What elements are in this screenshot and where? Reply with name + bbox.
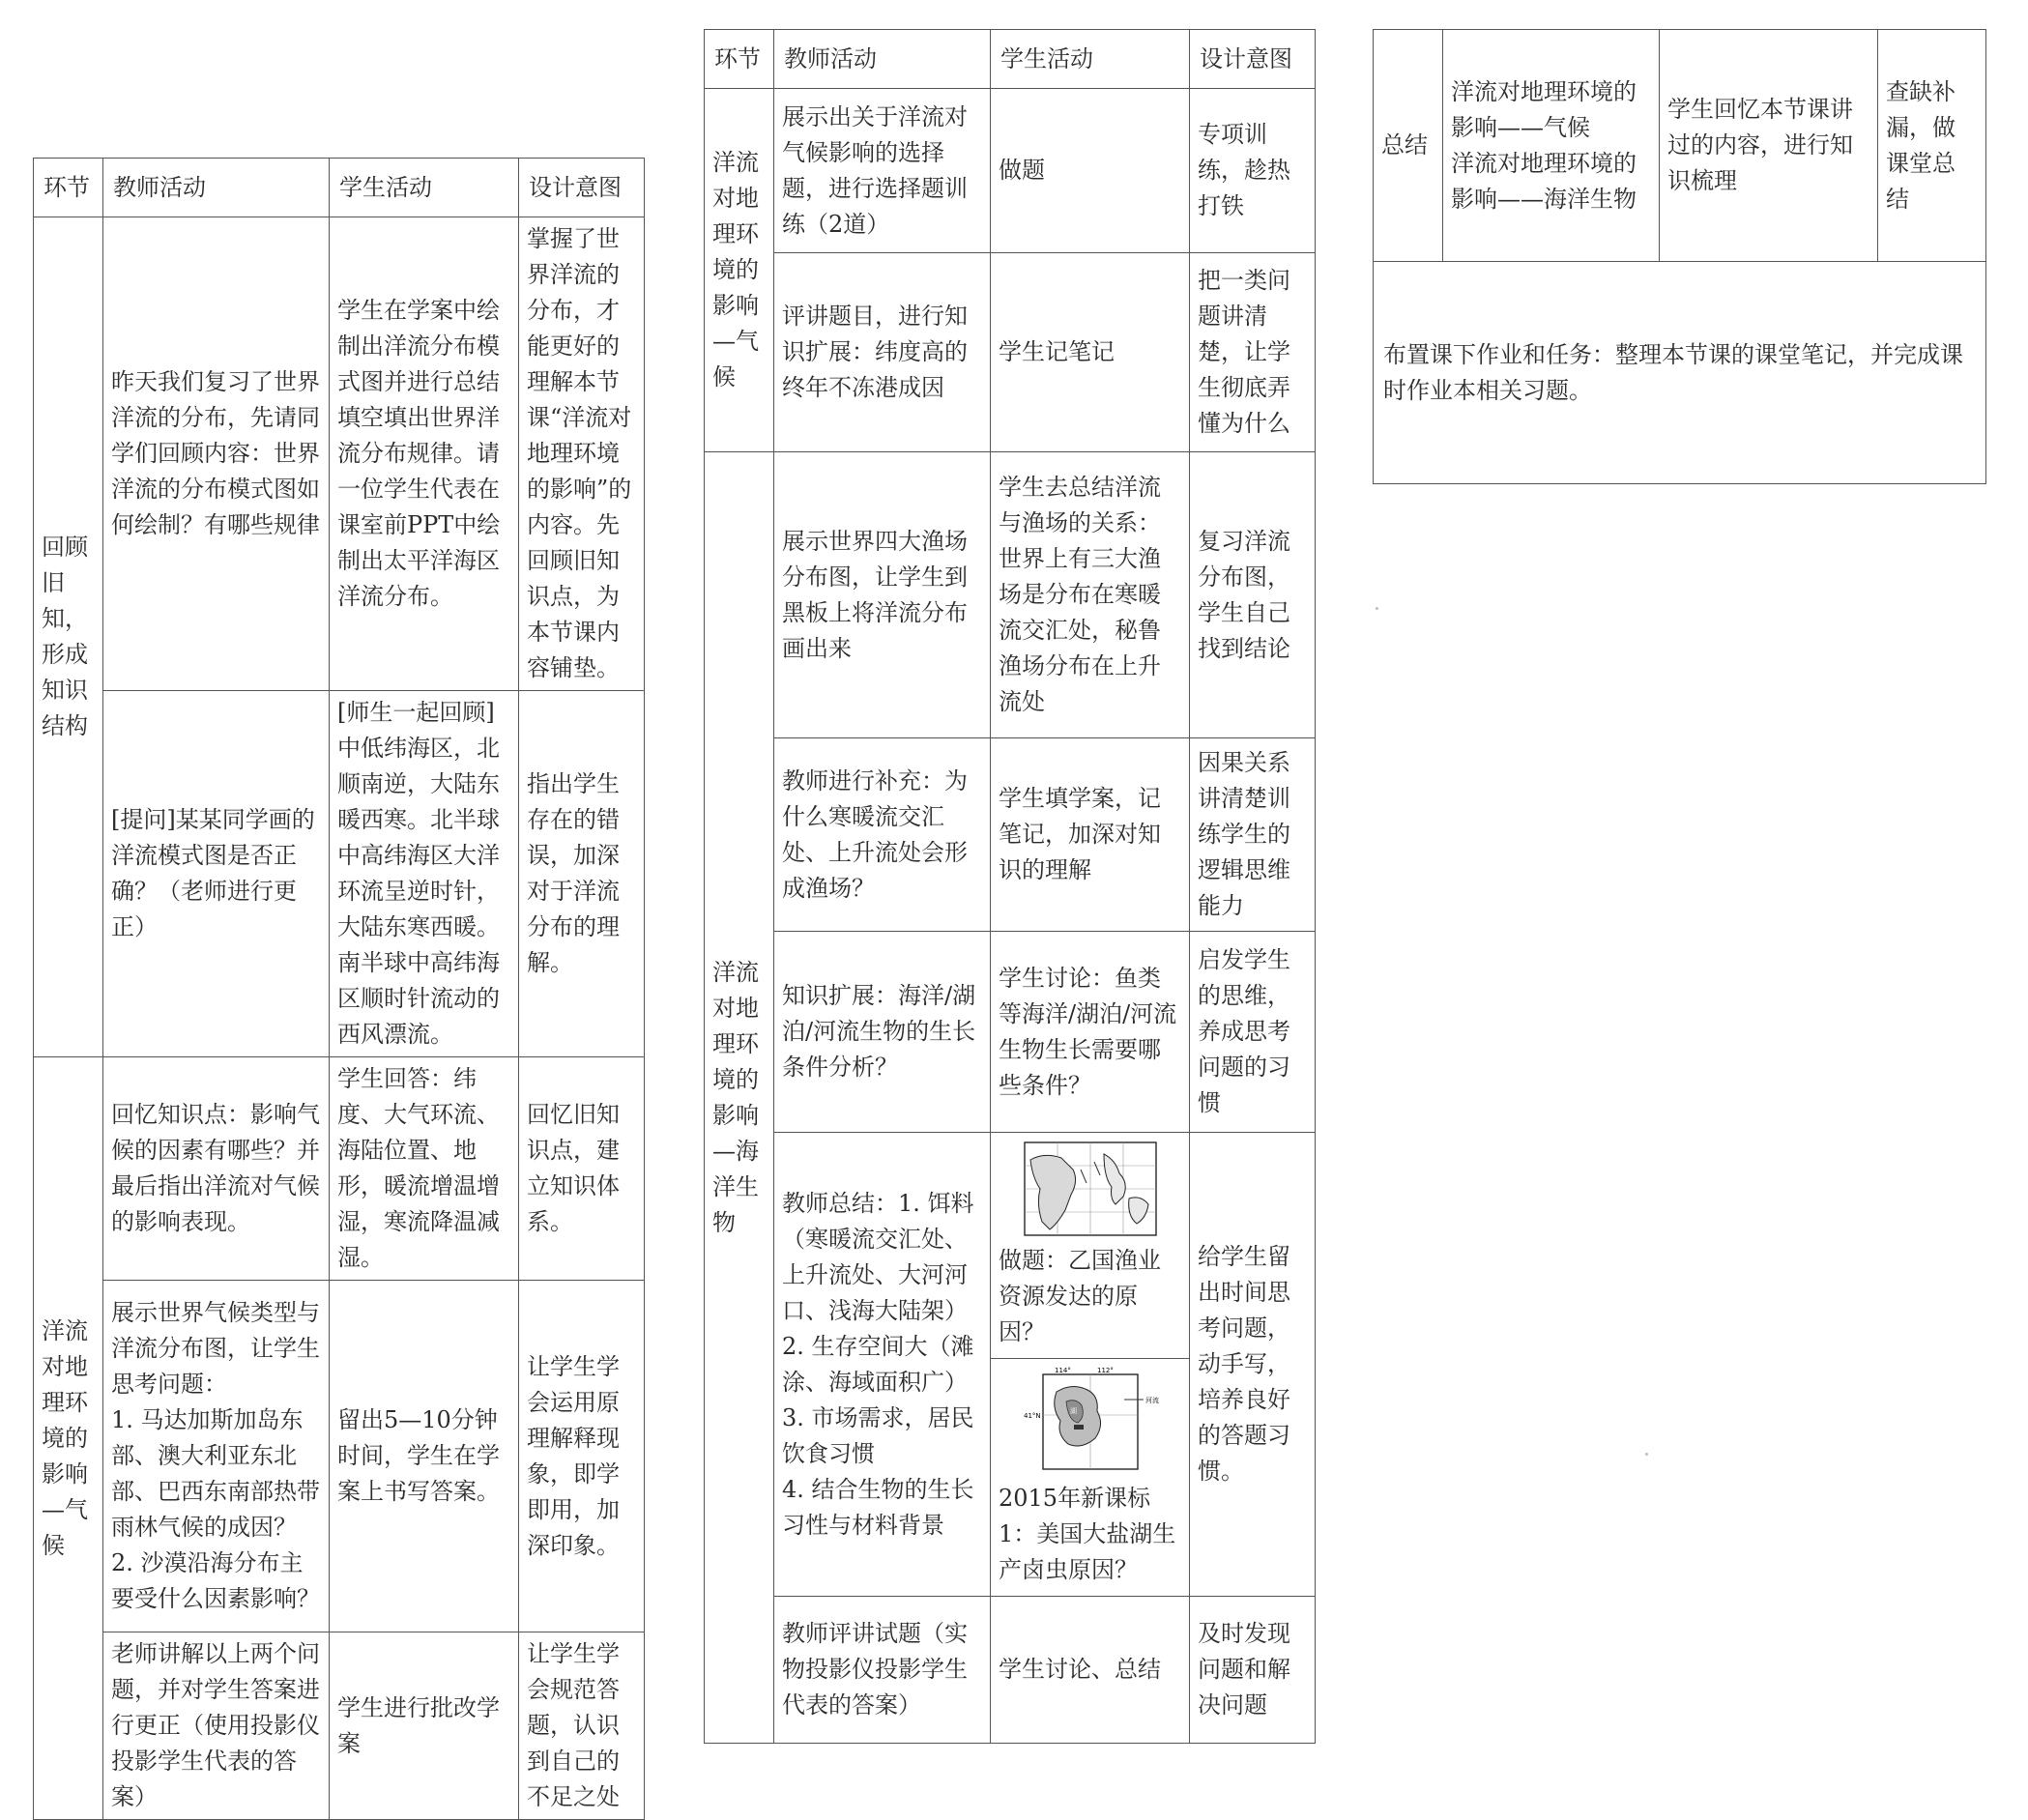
design-intent: 让学生学会规范答题，认识到自己的不足之处 [519, 1632, 645, 1820]
student-activity: 学生去总结洋流与渔场的关系：世界上有三大渔场是分布在寒暖流交汇处，秘鲁渔场分布在上升流处 [991, 452, 1190, 738]
teacher-activity: 昨天我们复习了世界洋流的分布，先请同学们回顾内容：世界洋流的分布模式图如何绘制？有哪些规律 [103, 217, 330, 691]
header-student: 学生活动 [991, 30, 1190, 89]
teacher-activity: 展示世界四大渔场分布图，让学生到黑板上将洋流分布画出来 [774, 452, 991, 738]
student-activity: 留出5—10分钟时间，学生在学案上书写答案。 [330, 1281, 519, 1632]
map-figure-b [1018, 1367, 1163, 1475]
header-teacher: 教师活动 [774, 30, 991, 89]
teacher-activity: 评讲题目，进行知识扩展：纬度高的终年不冻港成因 [774, 253, 991, 452]
table-row [34, 1632, 645, 1820]
design-intent: 回忆旧知识点，建立知识体系。 [519, 1057, 645, 1281]
stage-review: 回顾旧知，形成知识结构 [34, 217, 103, 1057]
header-intent: 设计意图 [1190, 30, 1316, 89]
design-intent: 给学生留出时间思考问题，动手写，培养良好的答题习惯。 [1190, 1133, 1316, 1597]
student-activity: [师生一起回顾]中低纬海区，北顺南逆，大陆东暖西寒。北半球中高纬海区大洋环流呈逆时针，大陆东寒西暖。南半球中高纬海区顺时针流动的西风漂流。 [330, 691, 519, 1057]
design-intent: 指出学生存在的错误，加深对于洋流分布的理解。 [519, 691, 645, 1057]
design-intent: 启发学生的思维，养成思考问题的习惯 [1190, 932, 1316, 1133]
table-row [1374, 30, 1986, 262]
map-b-lat: 41°N [1023, 1412, 1041, 1420]
table-row [705, 1133, 1316, 1597]
stage-bio: 洋流对地理环境的影响—海洋生物 [705, 452, 774, 1744]
student-activity: 做题 [991, 89, 1190, 253]
design-intent: 及时发现问题和解决问题 [1190, 1597, 1316, 1744]
student-activity: 2015年新课标1：美国大盐湖生产卤虫原因？ [999, 1485, 1176, 1583]
header-row [705, 30, 1316, 89]
scan-speck [1645, 1453, 1648, 1456]
map-figure-a [1023, 1141, 1158, 1237]
design-intent: 专项训练，趁热打铁 [1190, 89, 1316, 253]
map-b-lake-label: 湖 [1069, 1407, 1077, 1415]
design-intent: 因果关系讲清楚训练学生的逻辑思维能力 [1190, 738, 1316, 932]
student-activity: 学生回答：纬度、大气环流、海陆位置、地形，暖流增温增湿，寒流降温减湿。 [330, 1057, 519, 1281]
design-intent: 查缺补漏，做课堂总结 [1878, 30, 1986, 262]
header-intent: 设计意图 [519, 159, 645, 217]
lesson-table-part3 [1373, 29, 1986, 484]
table-row [705, 1597, 1316, 1744]
table-row [705, 253, 1316, 452]
teacher-activity: 教师评讲试题（实物投影仪投影学生代表的答案） [774, 1597, 991, 1744]
table-row [34, 1281, 645, 1632]
design-intent: 把一类问题讲清楚，让学生彻底弄懂为什么 [1190, 253, 1316, 452]
lesson-table-part1 [33, 158, 645, 1820]
stage-climate: 洋流对地理环境的影响—气候 [34, 1057, 103, 1820]
student-activity: 学生记笔记 [991, 253, 1190, 452]
table-row [34, 217, 645, 691]
stage-summary: 总结 [1374, 30, 1443, 262]
header-stage: 环节 [34, 159, 103, 217]
table-row [705, 89, 1316, 253]
table-row [34, 691, 645, 1057]
student-activity: 学生回忆本节课讲过的内容，进行知识梳理 [1660, 30, 1878, 262]
teacher-activity: 展示世界气候类型与洋流分布图，让学生思考问题： 1. 马达加斯加岛东部、澳大利亚东北部、巴西东南部热带雨林气候的成因？ 2. 沙漠沿海分布主要受什么因素影响？ [103, 1281, 330, 1632]
header-stage: 环节 [705, 30, 774, 89]
student-activity: 学生在学案中绘制出洋流分布模式图并进行总结填空填出世界洋流分布规律。请一位学生代表在课室前PPT中绘制出太平洋海区洋流分布。 [330, 217, 519, 691]
teacher-activity: 教师进行补充：为什么寒暖流交汇处、上升流处会形成渔场？ [774, 738, 991, 932]
table-row [705, 452, 1316, 738]
design-intent: 掌握了世界洋流的分布，才能更好的理解本节课“洋流对地理环境的影响”的内容。先回顾旧知识点，为本节课内容铺垫。 [519, 217, 645, 691]
map-b-river-label: 河流 [1144, 1397, 1159, 1404]
teacher-activity: 知识扩展：海洋/湖泊/河流生物的生长条件分析？ [774, 932, 991, 1133]
student-activity-maps [991, 1133, 1190, 1597]
teacher-activity: 回忆知识点：影响气候的因素有哪些？并最后指出洋流对气候的影响表现。 [103, 1057, 330, 1281]
teacher-activity: [提问]某某同学画的洋流模式图是否正确？（老师进行更正） [103, 691, 330, 1057]
homework-text: 布置课下作业和任务：整理本节课的课堂笔记，并完成课时作业本相关习题。 [1374, 262, 1986, 484]
header-row [34, 159, 645, 217]
design-intent: 复习洋流分布图，学生自己找到结论 [1190, 452, 1316, 738]
header-student: 学生活动 [330, 159, 519, 217]
table-row [705, 738, 1316, 932]
teacher-activity: 展示出关于洋流对气候影响的选择题，进行选择题训练（2道） [774, 89, 991, 253]
map-exercise-a [991, 1133, 1189, 1359]
teacher-activity: 教师总结：1. 饵料（寒暖流交汇处、上升流处、大河河口、浅海大陆架） 2. 生存空间大（滩涂、海域面积广） 3. 市场需求，居民饮食习惯 4. 结合生物的生长习性与材料背景 [774, 1133, 991, 1597]
student-activity: 学生讨论：鱼类等海洋/湖泊/河流生物生长需要哪些条件？ [991, 932, 1190, 1133]
student-activity: 做题：乙国渔业资源发达的原因？ [999, 1247, 1161, 1345]
stage-climate: 洋流对地理环境的影响—气候 [705, 89, 774, 452]
map-b-lon-right: 112° [1096, 1367, 1114, 1374]
student-activity: 学生填学案，记笔记，加深对知识的理解 [991, 738, 1190, 932]
student-activity: 学生进行批改学案 [330, 1632, 519, 1820]
student-activity: 学生讨论、总结 [991, 1597, 1190, 1744]
design-intent: 让学生学会运用原理解释现象，即学即用，加深印象。 [519, 1281, 645, 1632]
teacher-activity: 洋流对地理环境的影响——气候 洋流对地理环境的影响——海洋生物 [1443, 30, 1660, 262]
header-teacher: 教师活动 [103, 159, 330, 217]
table-row [34, 1057, 645, 1281]
table-row [705, 932, 1316, 1133]
lesson-table-part2 [704, 29, 1316, 1744]
map-b-lon-left: 114° [1054, 1367, 1071, 1374]
map-exercise-b [991, 1359, 1189, 1596]
scan-speck [1376, 607, 1378, 610]
homework-row [1374, 262, 1986, 484]
teacher-activity: 老师讲解以上两个问题，并对学生答案进行更正（使用投影仪投影学生代表的答案） [103, 1632, 330, 1820]
